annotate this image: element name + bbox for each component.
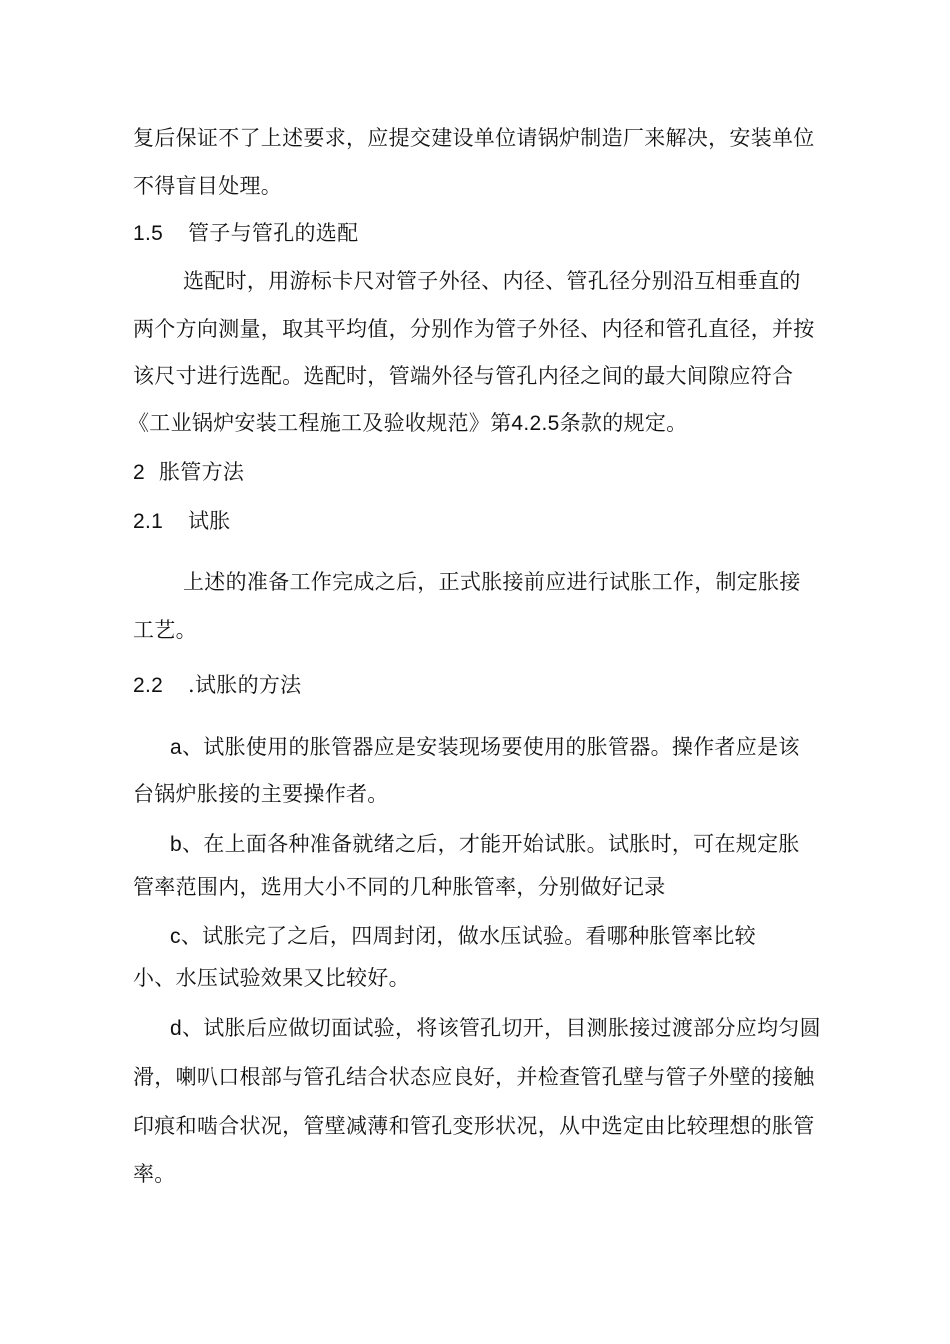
section-number: 2.1 xyxy=(133,510,164,533)
list-item-d xyxy=(170,1014,821,1043)
paragraph-line: 率。 xyxy=(133,1162,176,1186)
section-title: 胀管方法 xyxy=(159,460,245,484)
paragraph-line: 上述的准备工作完成之后，正式胀接前应进行试胀工作，制定胀接 xyxy=(183,570,801,594)
paragraph-line: 不得盲目处理。 xyxy=(133,174,283,198)
list-item-c xyxy=(170,922,756,951)
list-item-text: 、在上面各种准备就绪之后，才能开始试胀。试胀时，可在规定胀 xyxy=(181,832,800,856)
section-heading-2 xyxy=(133,458,244,487)
paragraph-line: 复后保证不了上述要求，应提交建设单位请锅炉制造厂来解决，安装单位 xyxy=(133,126,815,150)
list-marker: d xyxy=(170,1017,182,1040)
paragraph-line: 管率范围内，选用大小不同的几种胀管率，分别做好记录 xyxy=(133,875,666,899)
section-title: .试胀的方法 xyxy=(188,673,302,697)
paragraph-line: 工艺。 xyxy=(133,618,197,642)
paragraph-line xyxy=(128,409,687,438)
section-number: 2 xyxy=(133,461,145,484)
section-heading-2-1 xyxy=(133,507,231,536)
section-heading-2-2 xyxy=(133,671,301,700)
section-heading-1-5 xyxy=(133,219,358,248)
section-number: 2.2 xyxy=(133,674,164,697)
section-title: 试胀 xyxy=(188,509,231,533)
list-item-text: 、试胀完了之后，四周封闭，做水压试验。看哪种胀管率比较 xyxy=(180,924,756,948)
paragraph-line: 台锅炉胀接的主要操作者。 xyxy=(133,782,389,806)
list-marker: a xyxy=(170,736,182,759)
list-item-text: 、试胀使用的胀管器应是安装现场要使用的胀管器。操作者应是该 xyxy=(181,735,800,759)
section-number: 1.5 xyxy=(133,222,164,245)
list-item-text: 、试胀后应做切面试验，将该管孔切开，目测胀接过渡部分应均匀圆 xyxy=(181,1016,821,1040)
paragraph-line: 印痕和啮合状况，管壁减薄和管孔变形状况，从中选定由比较理想的胀管 xyxy=(133,1114,815,1138)
list-marker: b xyxy=(170,833,182,856)
paragraph-text: 条款的规定。 xyxy=(559,411,688,435)
paragraph-line: 该尺寸进行选配。选配时，管端外径与管孔内径之间的最大间隙应符合 xyxy=(133,364,794,388)
paragraph-line: 选配时，用游标卡尺对管子外径、内径、管孔径分别沿互相垂直的 xyxy=(183,269,801,293)
list-marker: c xyxy=(170,925,181,948)
paragraph-line: 两个方向测量，取其平均值，分别作为管子外径、内径和管孔直径，并按 xyxy=(133,317,815,341)
section-title: 管子与管孔的选配 xyxy=(188,221,359,245)
standard-reference: 《工业锅炉安装工程施工及验收规范》第 xyxy=(128,411,512,435)
list-item-a xyxy=(170,733,800,762)
clause-number: 4.2.5 xyxy=(511,412,560,435)
paragraph-line: 滑，喇叭口根部与管孔结合状态应良好，并检查管孔壁与管子外壁的接触 xyxy=(133,1065,815,1089)
list-item-b xyxy=(170,830,800,859)
paragraph-line: 小、水压试验效果又比较好。 xyxy=(133,966,410,990)
